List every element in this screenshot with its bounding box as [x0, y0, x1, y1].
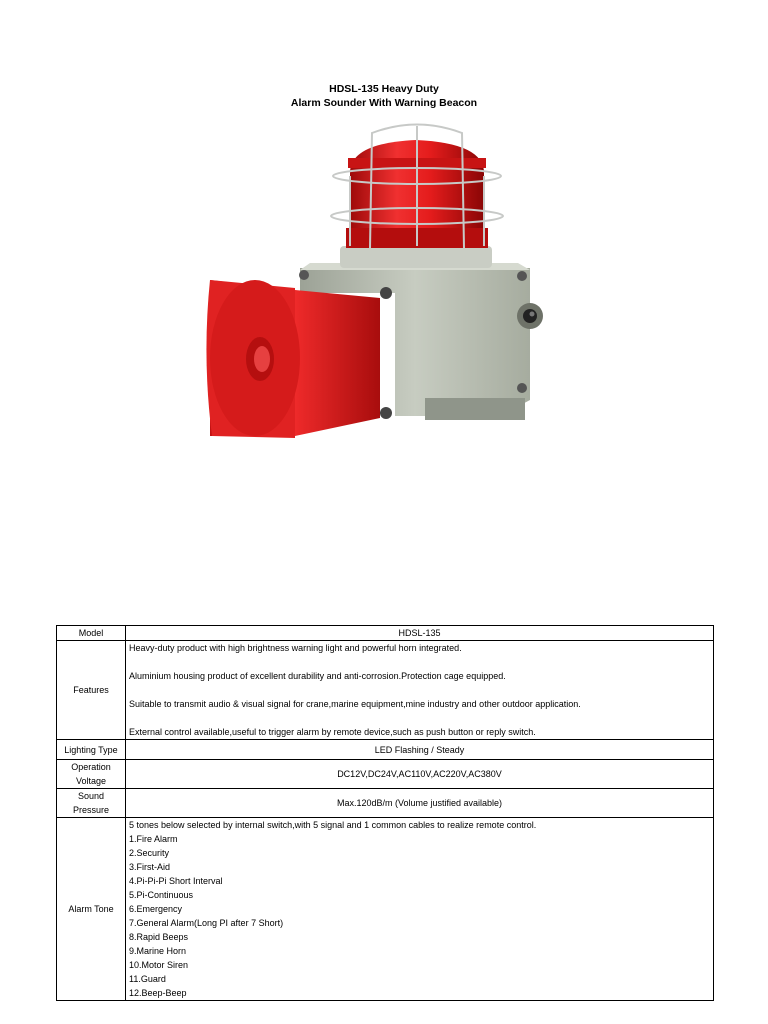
spec-label-alarm-tone: Alarm Tone: [57, 818, 126, 1001]
alarm-tone-item: 3.First-Aid: [129, 862, 171, 872]
alarm-tone-intro: 5 tones below selected by internal switch,with 5 signal and 1 common cables to realize remote control.: [129, 820, 537, 830]
spec-label-operation-voltage: [57, 760, 126, 789]
alarm-tone-item: 5.Pi-Continuous: [129, 890, 194, 900]
alarm-tone-item: 2.Security: [129, 848, 170, 858]
alarm-tone-item: 8.Rapid Beeps: [129, 932, 189, 942]
product-photo: [200, 118, 560, 453]
spec-row-lighting-type: [57, 740, 714, 760]
spec-row-features: [57, 641, 714, 740]
spec-value-lighting-type: LED Flashing / Steady: [126, 740, 714, 760]
spec-value-model: HDSL-135: [126, 626, 714, 641]
horn-speaker: [206, 280, 380, 438]
label-line: Operation: [71, 762, 111, 772]
spec-value-alarm-tone: [126, 818, 714, 1001]
title-line-2: Alarm Sounder With Warning Beacon: [290, 97, 478, 109]
spec-row-operation-voltage: [57, 760, 714, 789]
spec-label-features: Features: [57, 641, 126, 740]
feature-item: Suitable to transmit audio & visual signal for crane,marine equipment,mine industry and other outdoor application.: [129, 699, 581, 709]
alarm-tone-item: 11.Guard: [129, 974, 166, 984]
beacon-base: [340, 246, 492, 268]
feature-item: Aluminium housing product of excellent durability and anti-corrosion.Protection cage equipped.: [129, 671, 506, 681]
spec-label-model: Model: [57, 626, 126, 641]
label-line: Sound: [77, 791, 105, 801]
label-line: Pressure: [72, 805, 109, 815]
label-line: Voltage: [75, 776, 107, 786]
alarm-tone-item: 10.Motor Siren: [129, 960, 189, 970]
feature-item: Heavy-duty product with high brightness warning light and powerful horn integrated.: [129, 643, 462, 653]
alarm-tone-item: 1.Fire Alarm: [129, 834, 178, 844]
spec-value-sound-pressure: Max.120dB/m (Volume justified available): [126, 789, 714, 818]
title-line-1: HDSL-135 Heavy Duty: [329, 83, 439, 95]
alarm-tone-item: 4.Pi-Pi-Pi Short Interval: [129, 876, 223, 886]
alarm-tone-item: 12.Beep-Beep: [129, 988, 187, 998]
spec-row-sound-pressure: [57, 789, 714, 818]
spec-table: [56, 625, 714, 1001]
alarm-tone-item: 7.General Alarm(Long PI after 7 Short): [129, 918, 284, 928]
alarm-tone-item: 9.Marine Horn: [129, 946, 187, 956]
feature-item: External control available,useful to trigger alarm by remote device,such as push button or reply switch.: [129, 727, 536, 737]
spec-row-model: [57, 626, 714, 641]
spec-label-lighting-type: Lighting Type: [57, 740, 126, 760]
spec-value-operation-voltage: DC12V,DC24V,AC110V,AC220V,AC380V: [126, 760, 714, 789]
spec-value-features: [126, 641, 714, 740]
spec-label-sound-pressure: [57, 789, 126, 818]
beacon-dome: [331, 125, 503, 249]
document-title: [0, 82, 768, 110]
alarm-tone-item: 6.Emergency: [129, 904, 183, 914]
spec-row-alarm-tone: [57, 818, 714, 1001]
